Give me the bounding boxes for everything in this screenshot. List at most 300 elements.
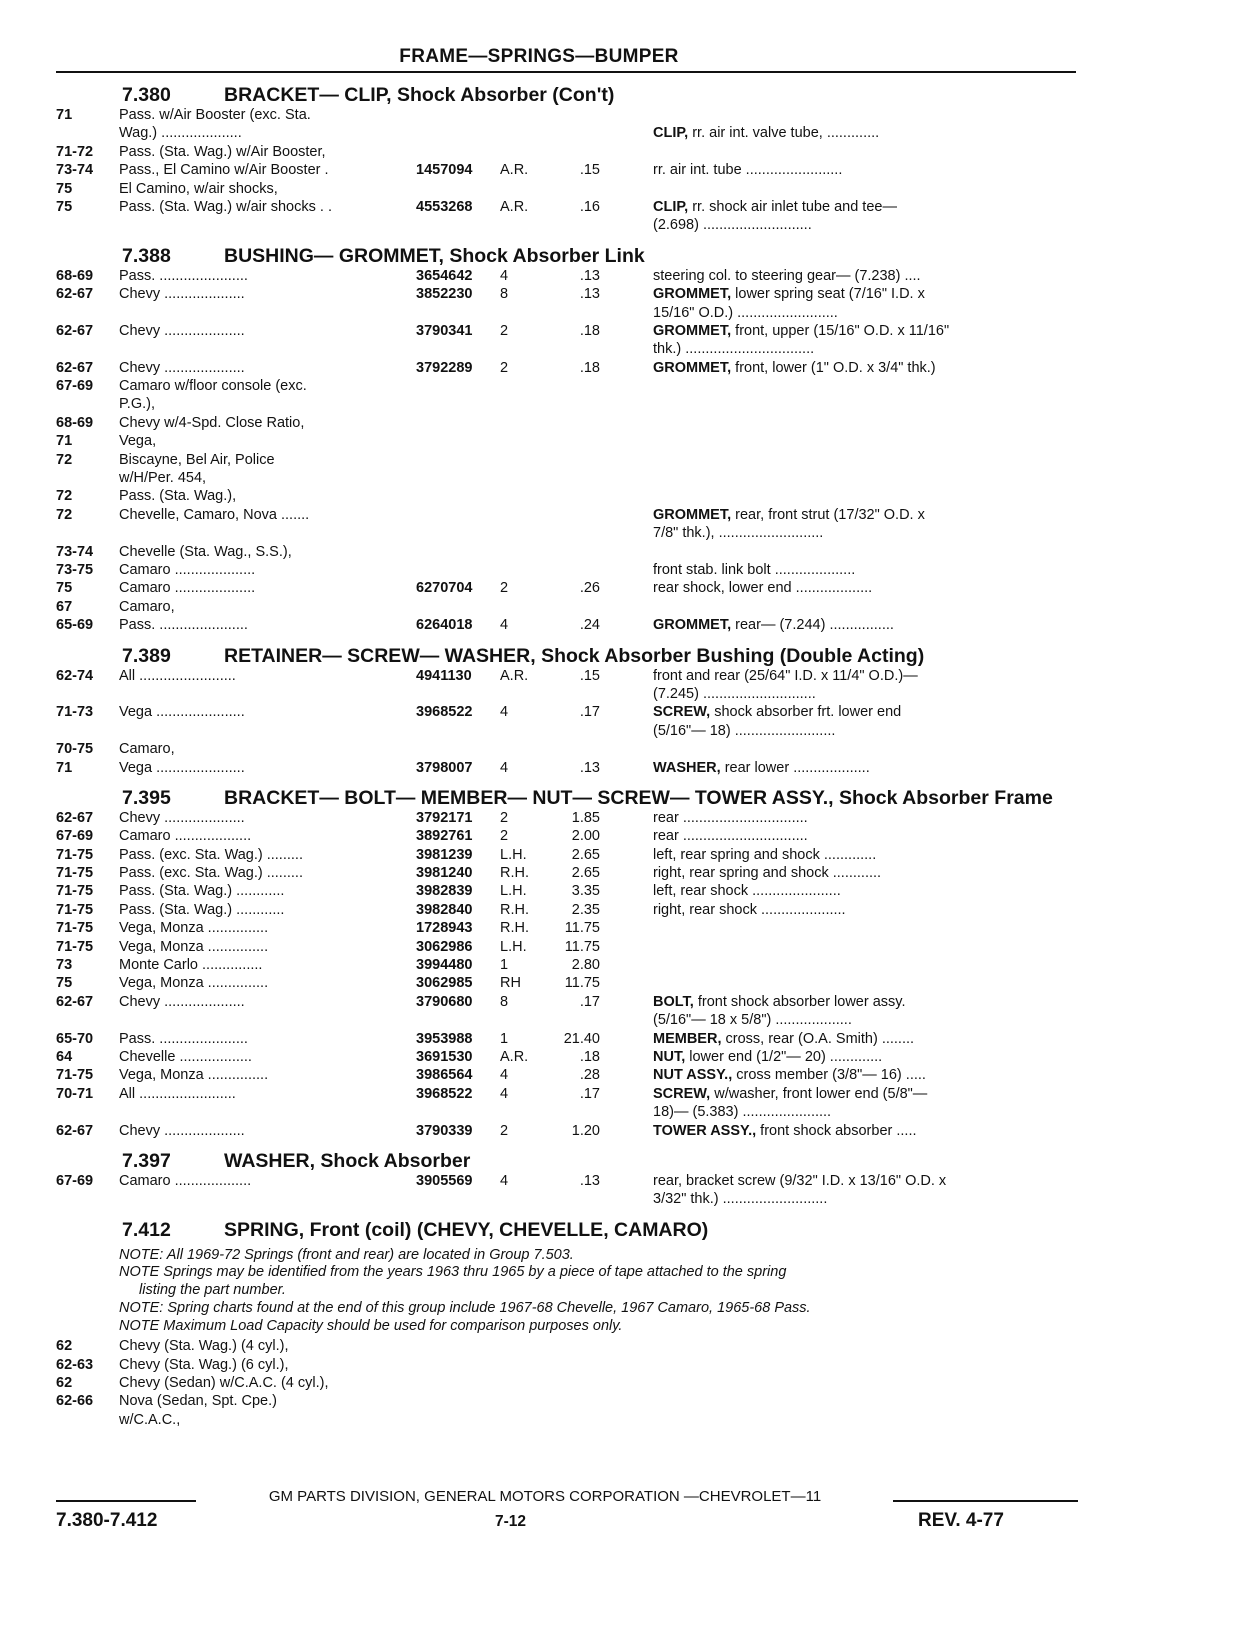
quantity: A.R.: [500, 198, 529, 215]
part-description: (2.698) ...........................: [653, 217, 812, 234]
part-number: 3790341: [416, 322, 473, 339]
table-row: [56, 359, 1080, 377]
year-range: 65-69: [56, 617, 94, 634]
model-description: Vega ......................: [119, 759, 245, 776]
footer-revision: REV. 4-77: [918, 1510, 1004, 1531]
year-range: 71-75: [56, 1067, 94, 1084]
table-row: [56, 198, 1080, 216]
section-title: RETAINER— SCREW— WASHER, Shock Absorber Bushing (Double Acting): [224, 644, 925, 667]
price: 11.75: [564, 920, 600, 937]
footer-rule-right: [893, 1500, 1078, 1502]
quantity: 4: [500, 267, 509, 284]
part-number: 3792289: [416, 359, 473, 376]
footer-publisher: GM PARTS DIVISION, GENERAL MOTORS CORPORATION —CHEVROLET—11: [268, 1488, 822, 1505]
model-description: Vega, Monza ...............: [119, 920, 269, 937]
model-description: All ........................: [119, 1085, 236, 1102]
price: .26: [579, 580, 600, 597]
price: .18: [579, 359, 600, 376]
price: .28: [579, 1067, 600, 1084]
price: 11.75: [564, 975, 600, 992]
part-number: 3994480: [416, 957, 473, 974]
table-row: [56, 395, 1080, 413]
table-row: [56, 759, 1080, 777]
part-description: BOLT, front shock absorber lower assy.: [653, 993, 906, 1010]
part-description: (5/16"— 18 x 5/8") ...................: [653, 1012, 852, 1029]
part-description: TOWER ASSY., front shock absorber .....: [653, 1122, 917, 1139]
year-range: 71-75: [56, 920, 94, 937]
part-description: SCREW, shock absorber frt. lower end: [653, 704, 902, 721]
note-line: NOTE: Spring charts found at the end of this group include 1967-68 Chevelle, 1967 Camaro, 1965-68 Pass.: [119, 1299, 811, 1316]
table-row: [56, 1190, 1080, 1208]
part-number: 6270704: [416, 580, 473, 597]
table-row: [56, 506, 1080, 524]
model-description: Chevy (Sta. Wag.) (6 cyl.),: [119, 1356, 289, 1373]
part-description: front stab. link bolt ....................: [653, 561, 856, 578]
model-description: Chevy ....................: [119, 286, 245, 303]
part-description: GROMMET, lower spring seat (7/16" I.D. x: [653, 286, 925, 303]
model-description: Chevelle, Camaro, Nova .......: [119, 506, 310, 523]
year-range: 62-67: [56, 286, 94, 303]
section-title: BRACKET— BOLT— MEMBER— NUT— SCREW— TOWER ASSY., Shock Absorber Frame: [224, 786, 1053, 809]
part-description: GROMMET, rear, front strut (17/32" O.D. x: [653, 506, 925, 523]
price: 2.80: [571, 957, 600, 974]
model-description: Pass. (Sta. Wag.) w/air shocks . .: [119, 198, 332, 215]
quantity: 8: [500, 286, 509, 303]
model-description: Chevy w/4-Spd. Close Ratio,: [119, 414, 305, 431]
section-heading: [56, 641, 1080, 667]
quantity: 8: [500, 993, 509, 1010]
section-number: 7.397: [122, 1149, 171, 1172]
part-description: rr. air int. tube ........................: [653, 162, 843, 179]
table-row: [56, 143, 1080, 161]
table-row: [56, 1066, 1080, 1084]
section-heading: [56, 1146, 1080, 1172]
part-description: GROMMET, rear— (7.244) ................: [653, 617, 894, 634]
year-range: 71-75: [56, 901, 94, 918]
part-number: 3953988: [416, 1030, 473, 1047]
year-range: 72: [56, 506, 73, 523]
model-description: Vega ......................: [119, 704, 245, 721]
model-description: Camaro w/floor console (exc.: [119, 378, 307, 395]
year-range: 70-71: [56, 1085, 94, 1102]
quantity: 2: [500, 322, 509, 339]
price: 1.20: [571, 1122, 600, 1139]
part-number: 3798007: [416, 759, 473, 776]
year-range: 73-74: [56, 543, 94, 560]
price: .18: [579, 1048, 600, 1065]
model-description: Pass. (exc. Sta. Wag.) .........: [119, 865, 303, 882]
table-row: [56, 1337, 1080, 1355]
price: .13: [579, 759, 600, 776]
part-number: 3982840: [416, 901, 473, 918]
year-range: 67: [56, 598, 73, 615]
part-number: 3981240: [416, 865, 473, 882]
table-row: [56, 377, 1080, 395]
model-description: Nova (Sedan, Spt. Cpe.): [119, 1393, 277, 1410]
year-range: 71: [56, 107, 73, 123]
model-description: w/H/Per. 454,: [119, 470, 207, 487]
part-description: rear ...............................: [653, 828, 808, 845]
model-description: Chevelle ..................: [119, 1048, 252, 1065]
quantity: 1: [500, 957, 509, 974]
model-description: Pass. ......................: [119, 267, 248, 284]
table-row: [56, 974, 1080, 992]
table-row: [56, 1030, 1080, 1048]
part-description: GROMMET, front, lower (1" O.D. x 3/4" thk.): [653, 359, 936, 376]
header-rule: [56, 71, 1076, 73]
parts-listing: [56, 80, 1080, 1435]
model-description: Pass. (exc. Sta. Wag.) .........: [119, 846, 303, 863]
model-description: Chevy ....................: [119, 993, 245, 1010]
year-range: 70-75: [56, 741, 94, 758]
table-row: [56, 414, 1080, 432]
model-description: Chevy (Sta. Wag.) (4 cyl.),: [119, 1338, 289, 1355]
quantity: A.R.: [500, 667, 529, 684]
table-row: [56, 846, 1080, 864]
part-description: (5/16"— 18) .........................: [653, 722, 836, 739]
table-row: [56, 1085, 1080, 1103]
table-row: [56, 882, 1080, 900]
footer-group-range: 7.380-7.412: [56, 1510, 158, 1531]
year-range: 65-70: [56, 1030, 94, 1047]
price: .18: [579, 322, 600, 339]
table-row: [56, 285, 1080, 303]
year-range: 62-67: [56, 1122, 94, 1139]
table-row: [56, 1011, 1080, 1029]
table-row: [56, 216, 1080, 234]
model-description: Pass. (Sta. Wag.) ............: [119, 883, 285, 900]
price: 3.35: [571, 883, 600, 900]
year-range: 67-69: [56, 828, 94, 845]
quantity: 2: [500, 1122, 509, 1139]
part-description: left, rear shock ......................: [653, 883, 841, 900]
year-range: 72: [56, 488, 73, 505]
price: 2.35: [571, 901, 600, 918]
year-range: 75: [56, 198, 73, 215]
quantity: 1: [500, 1030, 509, 1047]
year-range: 62-66: [56, 1393, 94, 1410]
part-description: NUT, lower end (1/2"— 20) .............: [653, 1048, 883, 1065]
year-range: 68-69: [56, 267, 94, 284]
quantity: A.R.: [500, 1048, 529, 1065]
year-range: 68-69: [56, 414, 94, 431]
price: .13: [579, 267, 600, 284]
quantity: 4: [500, 759, 509, 776]
part-number: 3982839: [416, 883, 473, 900]
table-row: [56, 451, 1080, 469]
model-description: Biscayne, Bel Air, Police: [119, 451, 275, 468]
note-line: listing the part number.: [139, 1282, 286, 1299]
table-row: [56, 1374, 1080, 1392]
model-description: Camaro ...................: [119, 828, 252, 845]
price: 21.40: [563, 1030, 600, 1047]
section-heading: [56, 1215, 1080, 1241]
footer-page-number: 7-12: [495, 1513, 527, 1530]
table-row: [56, 956, 1080, 974]
quantity: 2: [500, 580, 509, 597]
note-line: NOTE Springs may be identified from the years 1963 thru 1965 by a piece of tape attached to the spring: [119, 1264, 787, 1281]
model-description: Monte Carlo ...............: [119, 957, 263, 974]
quantity: 4: [500, 1085, 509, 1102]
part-number: 3892761: [416, 828, 473, 845]
year-range: 71-75: [56, 938, 94, 955]
part-description: SCREW, w/washer, front lower end (5/8"—: [653, 1085, 928, 1102]
quantity: A.R.: [500, 162, 529, 179]
section-number: 7.389: [122, 644, 171, 667]
quantity: 2: [500, 828, 509, 845]
model-description: Camaro ....................: [119, 561, 256, 578]
model-description: Vega, Monza ...............: [119, 938, 269, 955]
price: 2.65: [571, 846, 600, 863]
part-description: MEMBER, cross, rear (O.A. Smith) ........: [653, 1030, 915, 1047]
footer-rule-left: [56, 1500, 196, 1502]
year-range: 62-67: [56, 359, 94, 376]
section-notes: [56, 1247, 1080, 1336]
table-row: [56, 1103, 1080, 1121]
year-range: 64: [56, 1048, 73, 1065]
part-number: 4553268: [416, 198, 473, 215]
model-description: Vega,: [119, 433, 157, 450]
part-description: 18)— (5.383) ......................: [653, 1104, 832, 1121]
section-heading: [56, 783, 1080, 809]
year-range: 62: [56, 1338, 73, 1355]
section-heading: [56, 80, 1080, 106]
table-row: [56, 809, 1080, 827]
model-description: Chevelle (Sta. Wag., S.S.),: [119, 543, 292, 560]
part-description: front and rear (25/64" I.D. x 11/4" O.D.)—: [653, 667, 918, 684]
year-range: 62: [56, 1375, 73, 1391]
table-row: [56, 106, 1080, 124]
year-range: 75: [56, 975, 73, 992]
part-number: 3792171: [416, 809, 473, 826]
model-description: Chevy ....................: [119, 1122, 245, 1139]
part-description: steering col. to steering gear— (7.238) ....: [653, 267, 921, 284]
model-description: P.G.),: [119, 396, 155, 413]
part-description: (7.245) ............................: [653, 685, 816, 702]
table-row: [56, 1122, 1080, 1140]
price: .16: [579, 198, 600, 215]
table-row: [56, 1411, 1080, 1429]
model-description: Camaro,: [119, 741, 175, 758]
year-range: 75: [56, 180, 73, 197]
model-description: Camaro,: [119, 598, 175, 615]
part-number: 3790680: [416, 993, 473, 1010]
part-number: 3852230: [416, 286, 473, 303]
model-description: Chevy ....................: [119, 809, 245, 826]
year-range: 73: [56, 957, 73, 974]
part-number: 3062985: [416, 975, 473, 992]
year-range: 62-67: [56, 322, 94, 339]
model-description: El Camino, w/air shocks,: [119, 180, 278, 197]
quantity: 4: [500, 704, 509, 721]
quantity: 4: [500, 1067, 509, 1084]
part-description: 7/8" thk.), ..........................: [653, 525, 824, 542]
section-number: 7.388: [122, 244, 171, 267]
model-description: w/C.A.C.,: [119, 1411, 181, 1428]
part-description: right, rear shock .....................: [653, 901, 846, 918]
year-range: 75: [56, 580, 73, 597]
table-row: [56, 827, 1080, 845]
section-title: SPRING, Front (coil) (CHEVY, CHEVELLE, CAMARO): [224, 1218, 709, 1241]
price: 2.65: [571, 865, 600, 882]
year-range: 62-74: [56, 667, 94, 684]
part-number: 3968522: [416, 704, 473, 721]
price: .15: [579, 667, 600, 684]
year-range: 71-75: [56, 846, 94, 863]
table-row: [56, 1048, 1080, 1066]
year-range: 67-69: [56, 1172, 94, 1189]
part-description: rear ...............................: [653, 809, 808, 826]
part-number: 3654642: [416, 267, 473, 284]
table-row: [56, 722, 1080, 740]
table-row: [56, 432, 1080, 450]
page-title: FRAME—SPRINGS—BUMPER: [399, 46, 679, 67]
year-range: 71: [56, 433, 73, 450]
year-range: 71: [56, 759, 73, 776]
part-number: 3986564: [416, 1067, 473, 1084]
table-row: [56, 938, 1080, 956]
model-description: Chevy ....................: [119, 322, 245, 339]
section-title: BRACKET— CLIP, Shock Absorber (Con't): [224, 84, 615, 106]
table-row: [56, 703, 1080, 721]
table-row: [56, 180, 1080, 198]
table-row: [56, 561, 1080, 579]
part-number: 4941130: [416, 667, 472, 684]
model-description: Pass. ......................: [119, 1030, 248, 1047]
price: 2.00: [571, 828, 600, 845]
part-description: rear, bracket screw (9/32" I.D. x 13/16" O.D. x: [653, 1172, 947, 1189]
part-description: right, rear spring and shock ............: [653, 865, 882, 882]
quantity: R.H.: [500, 865, 529, 882]
table-row: [56, 487, 1080, 505]
part-description: CLIP, rr. shock air inlet tube and tee—: [653, 198, 897, 215]
section-number: 7.412: [122, 1218, 171, 1241]
year-range: 72: [56, 451, 73, 468]
part-description: thk.) ................................: [653, 341, 815, 358]
quantity: 2: [500, 359, 509, 376]
price: 1.85: [571, 809, 600, 826]
part-description: NUT ASSY., cross member (3/8"— 16) .....: [653, 1067, 926, 1084]
price: .13: [579, 286, 600, 303]
price: .17: [579, 993, 600, 1010]
table-row: [56, 1356, 1080, 1374]
model-description: Pass. w/Air Booster (exc. Sta.: [119, 107, 311, 123]
part-description: rear shock, lower end ...................: [653, 580, 873, 597]
table-row: [56, 340, 1080, 358]
table-row: [56, 667, 1080, 685]
table-row: [56, 864, 1080, 882]
model-description: Vega, Monza ...............: [119, 975, 269, 992]
part-number: 3981239: [416, 846, 473, 863]
quantity: R.H.: [500, 920, 529, 937]
model-description: Wag.) ....................: [119, 125, 242, 142]
year-range: 71-73: [56, 704, 94, 721]
model-description: Chevy (Sedan) w/C.A.C. (4 cyl.),: [119, 1375, 329, 1391]
model-description: Pass. (Sta. Wag.) w/Air Booster,: [119, 143, 326, 160]
part-description: GROMMET, front, upper (15/16" O.D. x 11/16": [653, 322, 950, 339]
model-description: Pass. (Sta. Wag.),: [119, 488, 237, 505]
part-number: 3691530: [416, 1048, 473, 1065]
section-heading: [56, 241, 1080, 267]
price: .17: [579, 1085, 600, 1102]
part-description: CLIP, rr. air int. valve tube, .............: [653, 125, 880, 142]
table-row: [56, 469, 1080, 487]
model-description: All ........................: [119, 667, 236, 684]
table-row: [56, 161, 1080, 179]
table-row: [56, 524, 1080, 542]
part-number: 3905569: [416, 1172, 473, 1189]
note-line: NOTE Maximum Load Capacity should be used for comparison purposes only.: [119, 1317, 623, 1334]
price: 11.75: [564, 938, 600, 955]
table-row: [56, 1172, 1080, 1190]
model-description: Vega, Monza ...............: [119, 1067, 269, 1084]
year-range: 71-72: [56, 143, 94, 160]
part-number: 6264018: [416, 617, 473, 634]
table-row: [56, 685, 1080, 703]
year-range: 71-75: [56, 865, 94, 882]
model-description: Chevy ....................: [119, 359, 245, 376]
part-description: WASHER, rear lower ...................: [653, 759, 870, 776]
year-range: 73-75: [56, 561, 94, 578]
model-description: Pass. ......................: [119, 617, 248, 634]
quantity: L.H.: [500, 938, 527, 955]
price: .17: [579, 704, 600, 721]
table-row: [56, 322, 1080, 340]
part-number: 1457094: [416, 162, 473, 179]
section-number: 7.380: [122, 84, 171, 106]
table-row: [56, 616, 1080, 634]
model-description: Camaro ....................: [119, 580, 256, 597]
year-range: 67-69: [56, 378, 94, 395]
price: .15: [579, 162, 600, 179]
quantity: L.H.: [500, 883, 527, 900]
table-row: [56, 304, 1080, 322]
table-row: [56, 901, 1080, 919]
price: .13: [579, 1172, 600, 1189]
note-line: NOTE: All 1969-72 Springs (front and rear) are located in Group 7.503.: [119, 1246, 574, 1263]
part-number: 1728943: [416, 920, 473, 937]
table-row: [56, 919, 1080, 937]
quantity: RH: [500, 975, 521, 992]
quantity: 2: [500, 809, 509, 826]
year-range: 62-63: [56, 1356, 94, 1373]
section-number: 7.395: [122, 786, 171, 809]
quantity: R.H.: [500, 901, 529, 918]
table-row: [56, 993, 1080, 1011]
model-description: Camaro ...................: [119, 1172, 252, 1189]
part-description: 15/16" O.D.) .........................: [653, 304, 838, 321]
table-row: [56, 1392, 1080, 1410]
part-number: 3062986: [416, 938, 473, 955]
table-row: [56, 579, 1080, 597]
table-row: [56, 267, 1080, 285]
table-row: [56, 598, 1080, 616]
part-number: 3968522: [416, 1085, 473, 1102]
part-description: 3/32" thk.) ..........................: [653, 1191, 828, 1208]
year-range: 71-75: [56, 883, 94, 900]
year-range: 62-67: [56, 809, 94, 826]
model-description: Pass., El Camino w/Air Booster .: [119, 162, 329, 179]
section-title: WASHER, Shock Absorber: [224, 1149, 471, 1172]
year-range: 62-67: [56, 993, 94, 1010]
section-title: BUSHING— GROMMET, Shock Absorber Link: [224, 244, 645, 267]
year-range: 73-74: [56, 162, 94, 179]
quantity: L.H.: [500, 846, 527, 863]
quantity: 4: [500, 617, 509, 634]
table-row: [56, 740, 1080, 758]
table-row: [56, 124, 1080, 142]
price: .24: [579, 617, 600, 634]
